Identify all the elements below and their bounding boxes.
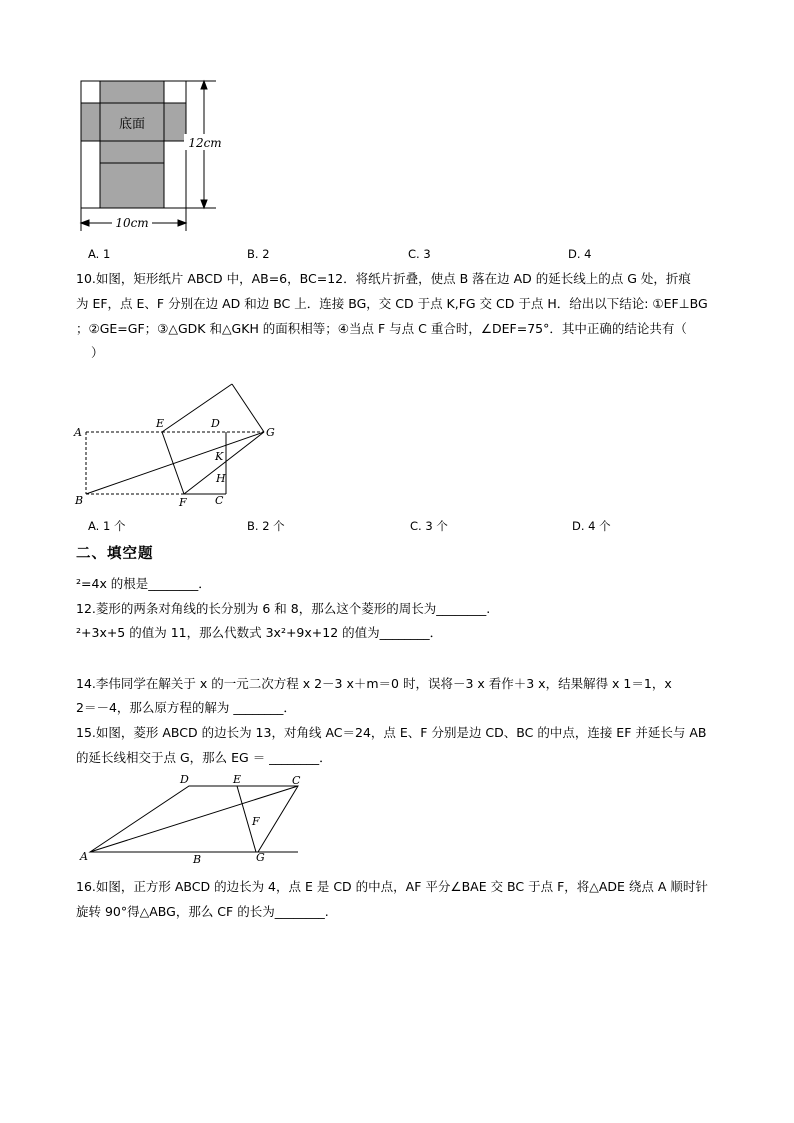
point-f-label: F	[179, 496, 187, 509]
rhombus-b-label: B	[193, 853, 202, 866]
q10-option-b: B. 2 个	[247, 519, 285, 533]
q9-option-c: C. 3	[408, 247, 431, 261]
q15-line1: 15.如图，菱形 ABCD 的边长为 13，对角线 AC＝24，点 E、F 分别是边 CD、BC 的中点，连接 EF 并延长与 AB	[76, 725, 707, 740]
point-a-label: A	[74, 426, 82, 439]
point-h-label: H	[216, 472, 226, 485]
point-c-label: C	[215, 494, 224, 507]
rhombus-a-label: A	[80, 850, 88, 863]
q10-line2: 为 EF，点 E、F 分别在边 AD 和边 BC 上．连接 BG，交 CD 于点 K,FG 交 CD 于点 H．给出以下结论: ①EF⊥BG	[76, 296, 708, 311]
q14-line2: 2＝－4，那么原方程的解为 ________．	[76, 700, 296, 715]
section-heading: 二、填空题	[76, 546, 154, 562]
q10-line4: ）	[91, 345, 104, 360]
height-label: 12cm	[188, 136, 222, 150]
point-g-label: G	[266, 426, 275, 439]
q13-line: ²+3x+5 的值为 11，那么代数式 3x²+9x+12 的值为________．	[76, 625, 443, 640]
rhombus-d-label: D	[180, 773, 189, 786]
point-k-label: K	[215, 450, 224, 463]
q10-line3: ；②GE=GF；③△GDK 和△GKH 的面积相等；④当点 F 与点 C 重合时，∠DEF=75°．其中正确的结论共有（	[76, 321, 687, 336]
rhombus-e-label: E	[233, 773, 242, 786]
net-shaded-region	[81, 81, 186, 208]
point-b-label: B	[75, 494, 84, 507]
q9-option-b: B. 2	[247, 247, 270, 261]
rhombus-c-label: C	[292, 774, 301, 787]
q12-line: 12.菱形的两条对角线的长分别为 6 和 8，那么这个菱形的周长为________.	[76, 601, 491, 616]
q11-line: ²=4x 的根是________．	[76, 576, 211, 591]
q10-line1: 10.如图，矩形纸片 ABCD 中，AB=6，BC=12．将纸片折叠，使点 B 落在边 AD 的延长线上的点 G 处，折痕	[76, 271, 691, 286]
width-label: 10cm	[115, 216, 149, 230]
base-label: 底面	[118, 117, 146, 132]
q10-option-d: D. 4 个	[572, 519, 611, 533]
point-d-label: D	[211, 417, 220, 430]
rhombus-g-label: G	[256, 851, 265, 864]
fold-rectangle-figure	[72, 378, 282, 513]
q10-option-a: A. 1 个	[88, 519, 126, 533]
q9-option-a: A. 1	[88, 247, 111, 261]
q16-line1: 16.如图，正方形 ABCD 的边长为 4，点 E 是 CD 的中点，AF 平分∠BAE 交 BC 于点 F，将△ADE 绕点 A 顺时针	[76, 879, 708, 894]
rhombus-figure	[76, 773, 310, 868]
q16-line2: 旋转 90°得△ABG，那么 CF 的长为________.	[76, 904, 329, 919]
point-e-label: E	[156, 417, 165, 430]
q9-option-d: D. 4	[568, 247, 592, 261]
box-net-figure	[76, 76, 226, 236]
q14-line1: 14.李伟同学在解关于 x 的一元二次方程 x 2－3 x＋m＝0 时，误将－3 x 看作＋3 x，结果解得 x 1＝1，x	[76, 676, 672, 691]
q10-option-c: C. 3 个	[410, 519, 448, 533]
q15-line2: 的延长线相交于点 G，那么 EG ＝ ________．	[76, 750, 332, 765]
rhombus-f-label: F	[252, 815, 260, 828]
